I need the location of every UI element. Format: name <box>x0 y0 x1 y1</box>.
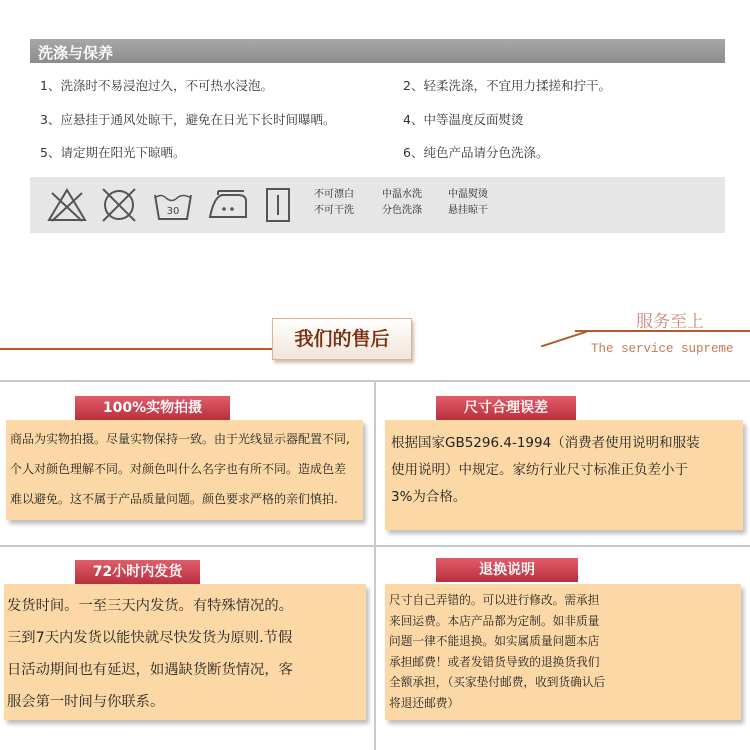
panel-tag-return-policy: 退换说明 <box>436 558 578 582</box>
no-dry-clean-icon <box>98 185 140 225</box>
care-instruction: 3、应悬挂于通风处晾干，避免在日光下长时间曝晒。 <box>40 112 336 127</box>
care-label: 中温熨烫 <box>448 189 488 200</box>
panel-shipping <box>4 584 366 720</box>
panel-text-line: 全额承担，（买家垫付邮费，收到货确认后 <box>389 675 606 689</box>
panel-real-photo <box>6 420 363 520</box>
care-label: 不可漂白 <box>314 189 354 200</box>
divider <box>374 380 376 750</box>
banner-rule <box>541 331 587 348</box>
panel-text-line: 来回运费。本店产品都为定制。如非质量 <box>389 613 600 628</box>
panel-text-line: 难以避免。这不属于产品质量问题。颜色要求严格的亲们慎拍. <box>10 492 338 506</box>
panel-text-line: 三到7天内发货以能快就尽快发货为原则.节假 <box>7 630 293 646</box>
after-sales-banner: 我们的售后 <box>272 318 412 360</box>
no-bleach-icon <box>46 185 88 225</box>
care-title: 洗涤与保养 <box>38 44 114 62</box>
banner-rule <box>0 348 290 350</box>
panel-tag-size-tolerance: 尺寸合理误差 <box>436 396 576 420</box>
panel-text-line: 服会第一时间与你联系。 <box>7 694 165 710</box>
care-instruction: 1、洗涤时不易浸泡过久，不可热水浸泡。 <box>40 78 273 93</box>
care-label: 中温水洗 <box>382 189 422 200</box>
care-icon-bar <box>30 177 725 233</box>
panel-tag-shipping: 72小时内发货 <box>75 560 200 584</box>
hang-dry-icon <box>262 185 294 225</box>
wash-30-icon <box>152 185 194 225</box>
panel-text-line: 个人对颜色理解不同。对颜色叫什么名字也有所不同。造成色差 <box>10 462 347 476</box>
care-instruction: 2、轻柔洗涤，不宜用力揉搓和拧干。 <box>403 78 611 93</box>
wash-temp-label: 30 <box>166 206 180 217</box>
panel-text-line: 使用说明）中规定。家纺行业尺寸标准正负差小于 <box>391 462 688 478</box>
panel-tag-real-photo: 100%实物拍摄 <box>75 396 230 420</box>
panel-return-policy <box>385 584 741 720</box>
care-header <box>30 39 725 63</box>
care-label: 悬挂晾干 <box>448 205 488 216</box>
care-instruction: 6、纯色产品请分色洗涤。 <box>403 145 549 160</box>
panel-text-line: 问题一律不能退换。如实属质量问题本店 <box>389 634 600 648</box>
service-slogan-en: The service supreme <box>591 342 734 356</box>
care-instruction: 5、请定期在阳光下晾晒。 <box>40 145 186 160</box>
medium-iron-icon <box>204 185 252 225</box>
panel-text-line: 商品为实物拍摄。尽量实物保持一致。由于光线显示器配置不同, <box>10 432 350 446</box>
panel-size-tolerance <box>385 420 743 530</box>
panel-text-line: 发货时间。一至三天内发货。有特殊情况的。 <box>7 598 293 614</box>
care-label: 不可干洗 <box>314 205 354 216</box>
panel-text-line: 承担邮费！或者发错货导致的退换货我们 <box>389 654 600 669</box>
panel-text-line: 日活动期间也有延迟，如遇缺货断货情况，客 <box>7 662 293 678</box>
panel-text-line: 尺寸自己弄错的。可以进行修改。需承担 <box>389 593 600 607</box>
care-label: 分色洗涤 <box>382 205 422 216</box>
service-slogan-cn: 服务至上 <box>636 312 704 332</box>
panel-text-line: 将退还邮费） <box>389 695 460 710</box>
panel-text-line: 3%为合格。 <box>391 489 467 505</box>
panel-text-line: 根据国家GB5296.4-1994（消费者使用说明和服装 <box>391 435 700 451</box>
care-instruction: 4、中等温度反面熨烫 <box>403 112 524 127</box>
